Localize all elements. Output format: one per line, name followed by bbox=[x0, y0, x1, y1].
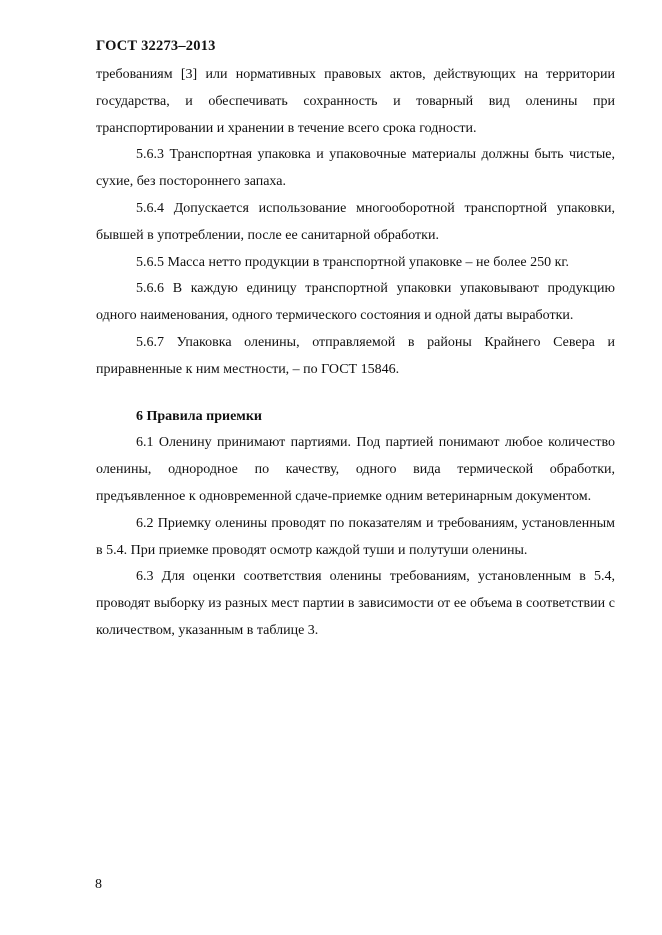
paragraph-5-6-4: 5.6.4 Допускается использование многооборотной транспортной упаковки, бывшей в употреблении, после ее санитарной обработки. bbox=[96, 200, 615, 243]
paragraph-6-3: 6.3 Для оценки соответствия оленины требованиям, установленным в 5.4, проводят выборку из разных мест партии в зависимости от ее объема в соответствии с количеством, указанным в таблице 3. bbox=[96, 569, 615, 638]
paragraph-5-6-5: 5.6.5 Масса нетто продукции в транспортной упаковке – не более 250 кг. bbox=[136, 254, 570, 270]
paragraph-5-6-3: 5.6.3 Транспортная упаковка и упаковочные материалы должны быть чистые, сухие, без постороннего запаха. bbox=[96, 147, 615, 190]
paragraph-6-1: 6.1 Оленину принимают партиями. Под партией понимают любое количество оленины, однородное по качеству, одного вида термической обработки, предъявленное к одновременной сдаче-приемке одним ветеринарным документом. bbox=[96, 435, 615, 504]
paragraph-5-6-7: 5.6.7 Упаковка оленины, отправляемой в районы Крайнего Севера и приравненные к ним местности, – по ГОСТ 15846. bbox=[96, 334, 615, 377]
page-number: 8 bbox=[95, 877, 102, 892]
paragraph-6-2: 6.2 Приемку оленины проводят по показателям и требованиям, установленным в 5.4. При приемке проводят осмотр каждой туши и полутуши оленины. bbox=[96, 515, 615, 558]
paragraph-5-6-6: 5.6.6 В каждую единицу транспортной упаковки упаковывают продукцию одного наименования, одного термического состояния и одной даты выработки. bbox=[96, 281, 615, 324]
document-header: ГОСТ 32273–2013 bbox=[96, 38, 216, 54]
paragraph-continuation: требованиям [3] или нормативных правовых актов, действующих на территории государства, и обеспечивать сохранность и товарный вид оленины при транспортировании и хранении в течение всего срока годности. bbox=[96, 67, 615, 136]
document-body bbox=[96, 62, 615, 645]
section-heading: 6 Правила приемки bbox=[136, 408, 262, 424]
